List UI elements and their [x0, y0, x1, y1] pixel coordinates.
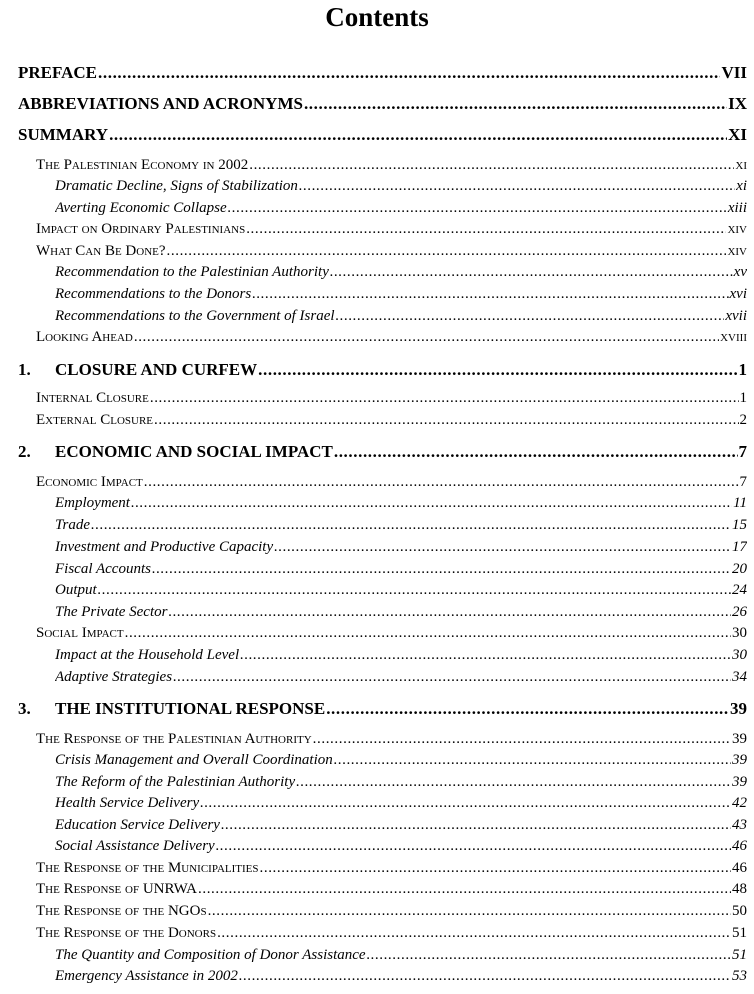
dot-leader	[334, 442, 738, 462]
toc-entry-label: Emergency Assistance in 2002	[55, 968, 238, 984]
dot-leader	[239, 968, 731, 985]
dot-leader	[168, 604, 731, 621]
dot-leader	[109, 125, 727, 145]
toc-entry-label: The Response of UNRWA	[36, 881, 197, 897]
toc-entry-label: The Reform of the Palestinian Authority	[55, 774, 296, 790]
toc-entry[interactable]	[36, 474, 747, 491]
dot-leader	[125, 625, 731, 642]
toc-entry[interactable]	[36, 860, 747, 877]
toc-entry-label: The Response of the Municipalities	[36, 860, 259, 876]
toc-entry-title	[55, 582, 97, 599]
dot-leader	[98, 582, 731, 599]
toc-entry-label: Internal Closure	[36, 390, 149, 406]
toc-entry[interactable]	[55, 561, 747, 578]
toc-entry-page: 51	[732, 925, 747, 941]
toc-entry-label: Output	[55, 582, 97, 598]
toc-entry-label: PREFACE	[18, 63, 98, 82]
toc-entry-title	[36, 625, 124, 642]
toc-entry-page: 34	[732, 669, 747, 685]
toc-entry-title	[55, 539, 273, 556]
toc-entry-page: 20	[732, 561, 747, 577]
toc-entry-page: 46	[732, 838, 747, 854]
toc-entry-label: The Private Sector	[55, 604, 168, 620]
toc-entry-page: 26	[732, 604, 747, 620]
chapter-number: 3.	[18, 699, 31, 718]
toc-entry[interactable]	[18, 699, 747, 719]
toc-entry-title	[55, 647, 239, 664]
dot-leader	[249, 157, 734, 174]
toc-entry[interactable]	[36, 412, 747, 429]
toc-entry[interactable]	[36, 903, 747, 920]
toc-entry[interactable]	[55, 178, 747, 195]
toc-entry-label: SUMMARY	[18, 125, 109, 144]
dot-leader	[198, 881, 731, 898]
dot-leader	[217, 925, 731, 942]
toc-entry-title	[55, 604, 167, 621]
toc-entry-title	[36, 221, 245, 238]
toc-entry-page: 51	[732, 947, 747, 963]
dot-leader	[260, 860, 732, 877]
toc-entry-title	[55, 752, 333, 769]
toc-entry[interactable]	[36, 221, 747, 238]
toc-entry-title	[36, 412, 153, 429]
chapter-number: 1.	[18, 360, 31, 379]
toc-entry-page: 1	[739, 390, 747, 406]
dot-leader	[144, 474, 739, 491]
toc-entry[interactable]	[55, 752, 747, 769]
toc-entry-page: xi	[736, 178, 747, 194]
toc-entry-label: What Can Be Done?	[36, 243, 166, 259]
toc-entry-label: Health Service Delivery	[55, 795, 200, 811]
toc-entry-title	[55, 669, 172, 686]
toc-entry[interactable]	[55, 264, 747, 281]
dot-leader	[173, 669, 731, 686]
toc-entry-page: 43	[732, 817, 747, 833]
toc-entry-label: Fiscal Accounts	[55, 561, 151, 577]
toc-entry[interactable]	[36, 329, 747, 346]
toc-entry-page: 15	[732, 517, 747, 533]
toc-entry[interactable]	[55, 517, 747, 534]
toc-entry[interactable]	[55, 286, 747, 303]
toc-entry-page: 53	[732, 968, 747, 984]
toc-entry-page: 11	[733, 495, 747, 511]
toc-entry-label: ABBREVIATIONS AND ACRONYMS	[18, 94, 303, 113]
toc-entry-title	[55, 561, 151, 578]
toc-entry[interactable]	[55, 539, 747, 556]
toc-entry-title	[55, 495, 130, 512]
toc-entry-title	[18, 125, 108, 145]
toc-entry[interactable]	[55, 838, 747, 855]
toc-entry[interactable]	[36, 731, 747, 748]
toc-entry-page: xviii	[720, 329, 747, 345]
toc-entry-label: Looking Ahead	[36, 329, 133, 345]
page-title: Contents	[325, 2, 429, 32]
toc-entry-label: The Quantity and Composition of Donor Assistance	[55, 947, 366, 963]
toc-entry-page: xi	[735, 157, 747, 173]
toc-entry-label: Recommendations to the Donors	[55, 286, 252, 302]
toc-entry[interactable]	[55, 947, 747, 964]
dot-leader	[258, 360, 737, 380]
toc-entry-page: 2	[739, 412, 747, 428]
toc-entry[interactable]	[36, 625, 747, 642]
toc-entry-page: xvii	[725, 308, 747, 324]
toc-entry-label: Trade	[55, 517, 91, 533]
dot-leader	[240, 647, 731, 664]
toc-entry-page: 39	[732, 752, 747, 768]
toc-entry-label: The Response of the NGOs	[36, 903, 207, 919]
toc-entry-page: 7	[738, 442, 747, 461]
dot-leader	[208, 903, 731, 920]
dot-leader	[154, 412, 738, 429]
toc-entry-title	[55, 947, 366, 964]
dot-leader	[296, 774, 731, 791]
dot-leader	[367, 947, 731, 964]
toc-entry-title	[55, 178, 298, 195]
toc-entry-label: The Response of the Palestinian Authority	[36, 731, 312, 747]
toc-entry-page: 17	[732, 539, 747, 555]
toc-entry-page: xiii	[727, 200, 747, 216]
toc-entry-page: 39	[732, 774, 747, 790]
toc-entry[interactable]	[55, 774, 747, 791]
toc-entry-label: Impact at the Household Level	[55, 647, 240, 663]
toc-entry-page: 39	[732, 731, 747, 747]
toc-entry-label: Adaptive Strategies	[55, 669, 173, 685]
dot-leader	[304, 94, 727, 114]
toc-entry-title	[36, 881, 197, 898]
toc-entry-page: 30	[732, 625, 747, 641]
toc-entry[interactable]	[55, 968, 747, 985]
toc-entry-page: 46	[732, 860, 747, 876]
toc-entry[interactable]	[55, 582, 747, 599]
toc-entry-title	[55, 795, 199, 812]
toc-entry[interactable]	[18, 360, 747, 380]
dot-leader	[91, 517, 731, 534]
toc-entry-label: Crisis Management and Overall Coordination	[55, 752, 333, 768]
toc-entry-page: 1	[738, 360, 747, 379]
toc-entry-title	[55, 774, 295, 791]
toc-entry-label: CLOSURE AND CURFEW	[55, 360, 258, 379]
toc-entry-page: IX	[728, 94, 747, 113]
toc-entry-page: xiv	[727, 221, 747, 237]
toc-entry-title	[55, 517, 90, 534]
dot-leader	[299, 178, 735, 195]
toc-entry-page: 30	[732, 647, 747, 663]
toc-entry-title	[55, 264, 329, 281]
toc-entry-title	[36, 474, 143, 491]
toc-entry[interactable]	[55, 200, 747, 217]
toc-entry-page: 24	[732, 582, 747, 598]
toc-entry[interactable]	[36, 925, 747, 942]
toc-entry-page: 48	[732, 881, 747, 897]
toc-entry-label: ECONOMIC AND SOCIAL IMPACT	[55, 442, 333, 461]
toc-entry-title	[18, 94, 303, 114]
dot-leader	[326, 699, 729, 719]
toc-entry-title	[36, 731, 312, 748]
toc-entry[interactable]	[55, 604, 747, 621]
toc-entry-page: xvi	[729, 286, 747, 302]
dot-leader	[246, 221, 726, 238]
toc-entry-title	[18, 442, 333, 462]
toc-entry-label: The Palestinian Economy in 2002	[36, 157, 249, 173]
toc-entry-label: The Response of the Donors	[36, 925, 217, 941]
toc-entry[interactable]	[55, 495, 747, 512]
toc-entry-label: Averting Economic Collapse	[55, 200, 227, 216]
toc-entry-page: 42	[732, 795, 747, 811]
toc-entry[interactable]	[18, 125, 747, 145]
dot-leader	[221, 817, 731, 834]
toc-entry-title	[18, 699, 325, 719]
toc-entry[interactable]	[55, 669, 747, 686]
chapter-number: 2.	[18, 442, 31, 461]
toc-entry[interactable]	[18, 442, 747, 462]
dot-leader	[150, 390, 739, 407]
toc-entry-title	[55, 817, 220, 834]
toc-entry-title	[55, 286, 251, 303]
toc-entry-label: External Closure	[36, 412, 154, 428]
toc-entry-label: THE INSTITUTIONAL RESPONSE	[55, 699, 326, 718]
toc-entry-label: Social Assistance Delivery	[55, 838, 215, 854]
dot-leader	[134, 329, 719, 346]
dot-leader	[252, 286, 728, 303]
toc-entry-label: Education Service Delivery	[55, 817, 220, 833]
toc-entry[interactable]	[36, 390, 747, 407]
toc-entry[interactable]	[55, 308, 747, 325]
toc-entry-title	[18, 360, 257, 380]
toc-entry-title	[55, 838, 215, 855]
toc-entry-page: VII	[721, 63, 747, 82]
toc-entry-label: Recommendations to the Government of Israel	[55, 308, 335, 324]
toc-entry-title	[55, 308, 335, 325]
toc-entry-page: xv	[733, 264, 747, 280]
toc-entry-label: Economic Impact	[36, 474, 143, 490]
dot-leader	[167, 243, 727, 260]
toc-entry-title	[36, 903, 207, 920]
toc-entry-title	[36, 860, 259, 877]
dot-leader	[200, 795, 731, 812]
dot-leader	[228, 200, 727, 217]
dot-leader	[274, 539, 731, 556]
toc-entry-page: xiv	[727, 243, 747, 259]
dot-leader	[98, 63, 720, 83]
toc-entry-title	[55, 200, 227, 217]
toc-entry-page: 7	[739, 474, 747, 490]
toc-entry-label: Impact on Ordinary Palestinians	[36, 221, 246, 237]
toc-entry-label: Social Impact	[36, 625, 124, 641]
toc-entry-label: Employment	[55, 495, 130, 511]
toc-entry-title	[55, 968, 238, 985]
toc-entry[interactable]	[36, 881, 747, 898]
toc-entry-title	[18, 63, 97, 83]
toc-entry[interactable]	[36, 157, 747, 174]
toc-entry-page: 50	[732, 903, 747, 919]
dot-leader	[334, 752, 731, 769]
toc-entry-label: Investment and Productive Capacity	[55, 539, 274, 555]
toc-entry-title	[36, 157, 248, 174]
toc-entry[interactable]	[18, 63, 747, 83]
toc-entry-page: XI	[728, 125, 747, 144]
toc-entry[interactable]	[55, 795, 747, 812]
toc-entry[interactable]	[55, 817, 747, 834]
dot-leader	[336, 308, 725, 325]
dot-leader	[330, 264, 733, 281]
dot-leader	[152, 561, 731, 578]
dot-leader	[131, 495, 732, 512]
toc-entry-title	[36, 390, 149, 407]
toc-entry-title	[36, 329, 133, 346]
toc-entry[interactable]	[36, 243, 747, 260]
dot-leader	[216, 838, 731, 855]
toc-entry-label: Dramatic Decline, Signs of Stabilization	[55, 178, 298, 194]
dot-leader	[313, 731, 731, 748]
toc-entry-label: Recommendation to the Palestinian Authority	[55, 264, 329, 280]
toc-entry-page: 39	[730, 699, 747, 718]
toc-entry-title	[36, 243, 166, 260]
toc-entry[interactable]	[55, 647, 747, 664]
toc-entry-title	[36, 925, 216, 942]
toc-entry[interactable]	[18, 94, 747, 114]
